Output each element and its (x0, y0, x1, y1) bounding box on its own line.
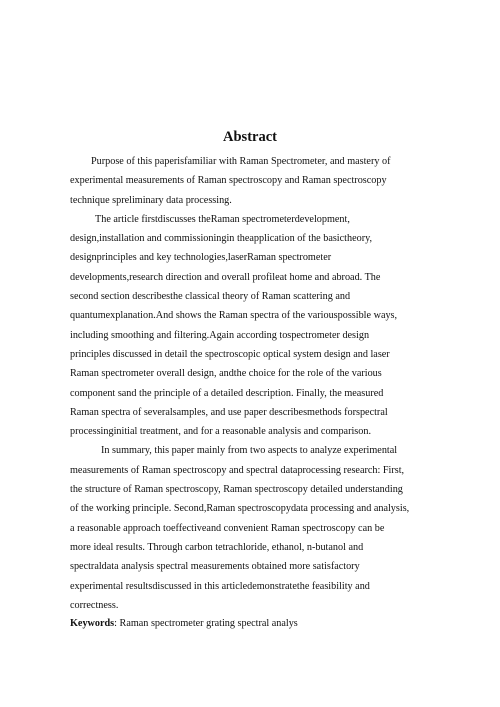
paragraph-line: design,installation and commissioningin theapplication of the basictheory, (70, 233, 373, 245)
paragraph-line: the structure of Raman spectroscopy, Raman spectroscopy detailed understanding (70, 484, 403, 496)
abstract-title: Abstract (223, 129, 277, 145)
paragraph-line: experimental measurements of Raman spectroscopy and Raman spectroscopy (70, 175, 387, 187)
paragraph-line: second section describesthe classical theory of Raman scattering and (70, 291, 351, 303)
abstract-paragraph-1 (70, 152, 442, 210)
abstract-paragraph-3 (70, 441, 442, 615)
abstract-paragraph-2 (70, 210, 442, 442)
paragraph-line: of the working principle. Second,Raman spectroscopydata processing and analysis, (70, 503, 410, 515)
abstract-body (70, 152, 442, 615)
paragraph-line: quantumexplanation.And shows the Raman spectra of the variouspossible ways, (70, 310, 398, 322)
paragraph-line: Raman spectrometer overall design, andthe choice for the role of the various (70, 368, 382, 380)
keywords-separator: : (114, 618, 120, 629)
paragraph-line: technique spreliminary data processing. (70, 194, 232, 206)
paragraph-line: processinginitial treatment, and for a reasonable analysis and comparison. (70, 426, 371, 438)
paragraph-line: experimental resultsdiscussed in this articledemonstratethe feasibility and (70, 580, 370, 592)
paragraph-line: developments,research direction and overall profileat home and abroad. The (70, 271, 381, 283)
keywords-text: Raman spectrometer grating spectral analys (119, 618, 298, 629)
paragraph-line: spectraldata analysis spectral measurements obtained more satisfactory (70, 561, 360, 573)
paragraph-line: principles discussed in detail the spectroscopic optical system design and laser (70, 348, 390, 360)
paragraph-line: including smoothing and filtering.Again according tospectrometer design (70, 329, 370, 341)
paragraph-line: correctness. (70, 599, 119, 611)
paragraph-line: measurements of Raman spectroscopy and spectral dataprocessing research: First, (70, 464, 405, 476)
paragraph-line: Purpose of this paperisfamiliar with Raman Spectrometer, and mastery of (91, 156, 391, 167)
paragraph-line: component sand the principle of a detailed description. Finally, the measured (70, 387, 384, 399)
paragraph-line: a reasonable approach toeffectiveand convenient Raman spectroscopy can be (70, 522, 385, 534)
paragraph-line: Raman spectra of severalsamples, and use paper describesmethods forspectral (70, 406, 388, 418)
keywords-label: Keywords (70, 618, 115, 629)
paragraph-line: designprinciples and key technologies,laserRaman spectrometer (70, 252, 332, 264)
paragraph-line: The article firstdiscusses theRaman spectrometerdevelopment, (95, 213, 350, 225)
paragraph-line: more ideal results. Through carbon tetrachloride, ethanol, n-butanol and (70, 541, 364, 553)
keywords-line (70, 614, 298, 633)
paragraph-line: In summary, this paper mainly from two aspects to analyze experimental (101, 445, 398, 457)
